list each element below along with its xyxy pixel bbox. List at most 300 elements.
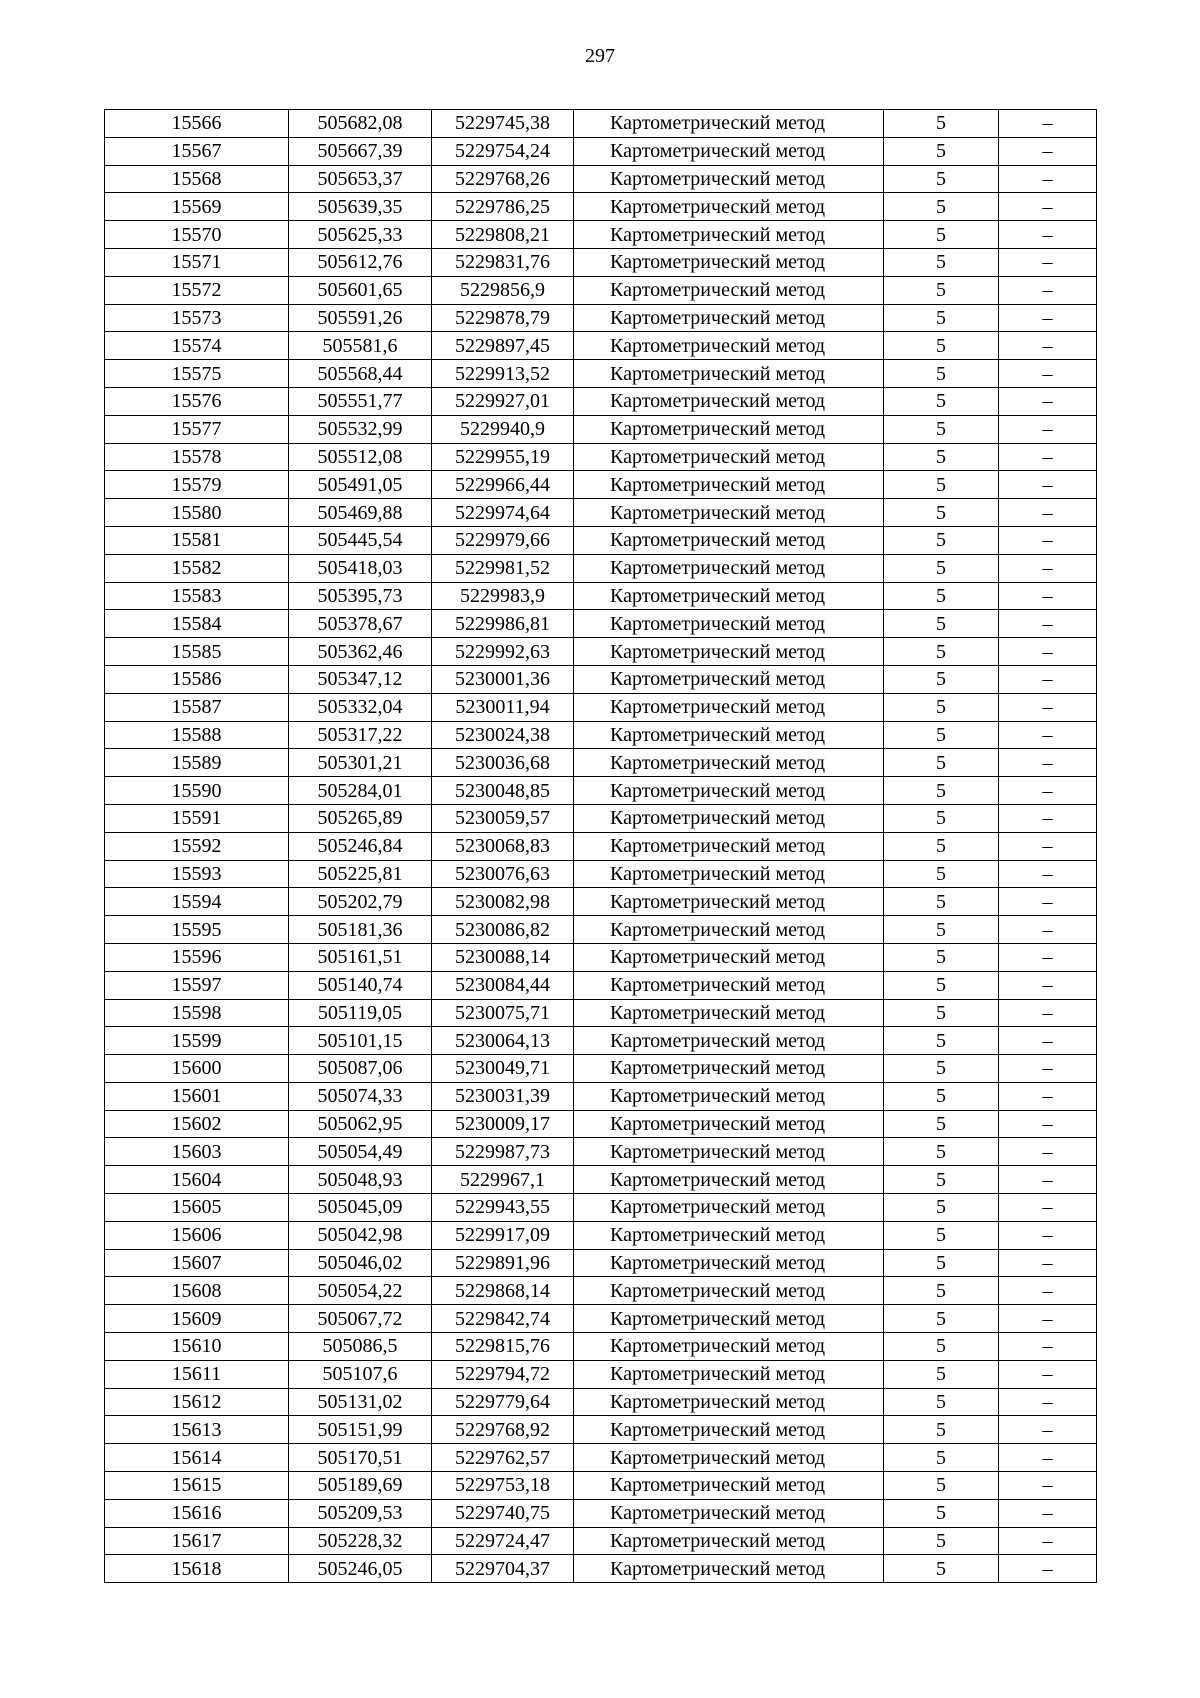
point-number-cell: 15600 xyxy=(105,1055,289,1083)
table-row xyxy=(105,971,1097,999)
table-row xyxy=(105,1499,1097,1527)
x-coordinate-cell: 505601,65 xyxy=(289,276,432,304)
accuracy-cell: 5 xyxy=(884,749,999,777)
x-coordinate-cell: 505189,69 xyxy=(289,1472,432,1500)
y-coordinate-cell: 5229768,26 xyxy=(432,165,574,193)
table-row xyxy=(105,749,1097,777)
table-row xyxy=(105,832,1097,860)
y-coordinate-cell: 5229786,25 xyxy=(432,193,574,221)
method-cell: Картометрический метод xyxy=(574,1360,884,1388)
x-coordinate-cell: 505202,79 xyxy=(289,888,432,916)
y-coordinate-cell: 5229794,72 xyxy=(432,1360,574,1388)
method-cell: Картометрический метод xyxy=(574,1138,884,1166)
method-cell: Картометрический метод xyxy=(574,193,884,221)
y-coordinate-cell: 5229966,44 xyxy=(432,471,574,499)
table-row xyxy=(105,165,1097,193)
method-cell: Картометрический метод xyxy=(574,665,884,693)
method-cell: Картометрический метод xyxy=(574,1333,884,1361)
x-coordinate-cell: 505591,26 xyxy=(289,304,432,332)
x-coordinate-cell: 505418,03 xyxy=(289,554,432,582)
method-cell: Картометрический метод xyxy=(574,248,884,276)
y-coordinate-cell: 5229992,63 xyxy=(432,638,574,666)
accuracy-cell: 5 xyxy=(884,999,999,1027)
method-cell: Картометрический метод xyxy=(574,999,884,1027)
method-cell: Картометрический метод xyxy=(574,1416,884,1444)
point-number-cell: 15580 xyxy=(105,499,289,527)
point-number-cell: 15576 xyxy=(105,387,289,415)
method-cell: Картометрический метод xyxy=(574,165,884,193)
method-cell: Картометрический метод xyxy=(574,721,884,749)
x-coordinate-cell: 505265,89 xyxy=(289,804,432,832)
point-number-cell: 15579 xyxy=(105,471,289,499)
note-cell: – xyxy=(999,332,1097,360)
note-cell: – xyxy=(999,582,1097,610)
note-cell: – xyxy=(999,1221,1097,1249)
x-coordinate-cell: 505048,93 xyxy=(289,1166,432,1194)
accuracy-cell: 5 xyxy=(884,304,999,332)
point-number-cell: 15607 xyxy=(105,1249,289,1277)
x-coordinate-cell: 505317,22 xyxy=(289,721,432,749)
point-number-cell: 15578 xyxy=(105,443,289,471)
point-number-cell: 15610 xyxy=(105,1333,289,1361)
method-cell: Картометрический метод xyxy=(574,638,884,666)
table-row xyxy=(105,1277,1097,1305)
x-coordinate-cell: 505074,33 xyxy=(289,1082,432,1110)
y-coordinate-cell: 5229891,96 xyxy=(432,1249,574,1277)
method-cell: Картометрический метод xyxy=(574,1388,884,1416)
point-number-cell: 15591 xyxy=(105,804,289,832)
y-coordinate-cell: 5229943,55 xyxy=(432,1194,574,1222)
point-number-cell: 15598 xyxy=(105,999,289,1027)
note-cell: – xyxy=(999,137,1097,165)
table-row xyxy=(105,1221,1097,1249)
x-coordinate-cell: 505284,01 xyxy=(289,777,432,805)
table-row xyxy=(105,360,1097,388)
table-row xyxy=(105,1388,1097,1416)
x-coordinate-cell: 505170,51 xyxy=(289,1444,432,1472)
note-cell: – xyxy=(999,471,1097,499)
accuracy-cell: 5 xyxy=(884,971,999,999)
x-coordinate-cell: 505469,88 xyxy=(289,499,432,527)
x-coordinate-cell: 505225,81 xyxy=(289,860,432,888)
table-row xyxy=(105,221,1097,249)
accuracy-cell: 5 xyxy=(884,332,999,360)
method-cell: Картометрический метод xyxy=(574,332,884,360)
accuracy-cell: 5 xyxy=(884,1277,999,1305)
method-cell: Картометрический метод xyxy=(574,387,884,415)
x-coordinate-cell: 505347,12 xyxy=(289,665,432,693)
y-coordinate-cell: 5229917,09 xyxy=(432,1221,574,1249)
note-cell: – xyxy=(999,665,1097,693)
point-number-cell: 15608 xyxy=(105,1277,289,1305)
accuracy-cell: 5 xyxy=(884,276,999,304)
accuracy-cell: 5 xyxy=(884,638,999,666)
method-cell: Картометрический метод xyxy=(574,304,884,332)
table-row xyxy=(105,1249,1097,1277)
method-cell: Картометрический метод xyxy=(574,971,884,999)
note-cell: – xyxy=(999,1277,1097,1305)
method-cell: Картометрический метод xyxy=(574,888,884,916)
accuracy-cell: 5 xyxy=(884,943,999,971)
table-row xyxy=(105,1305,1097,1333)
point-number-cell: 15575 xyxy=(105,360,289,388)
accuracy-cell: 5 xyxy=(884,1082,999,1110)
note-cell: – xyxy=(999,1472,1097,1500)
table-row xyxy=(105,1416,1097,1444)
table-row xyxy=(105,1444,1097,1472)
point-number-cell: 15577 xyxy=(105,415,289,443)
y-coordinate-cell: 5230086,82 xyxy=(432,916,574,944)
note-cell: – xyxy=(999,638,1097,666)
note-cell: – xyxy=(999,499,1097,527)
accuracy-cell: 5 xyxy=(884,860,999,888)
table-row xyxy=(105,248,1097,276)
accuracy-cell: 5 xyxy=(884,1333,999,1361)
note-cell: – xyxy=(999,749,1097,777)
x-coordinate-cell: 505054,49 xyxy=(289,1138,432,1166)
accuracy-cell: 5 xyxy=(884,1555,999,1583)
y-coordinate-cell: 5229831,76 xyxy=(432,248,574,276)
x-coordinate-cell: 505107,6 xyxy=(289,1360,432,1388)
accuracy-cell: 5 xyxy=(884,526,999,554)
accuracy-cell: 5 xyxy=(884,804,999,832)
note-cell: – xyxy=(999,360,1097,388)
method-cell: Картометрический метод xyxy=(574,943,884,971)
method-cell: Картометрический метод xyxy=(574,693,884,721)
point-number-cell: 15571 xyxy=(105,248,289,276)
point-number-cell: 15595 xyxy=(105,916,289,944)
x-coordinate-cell: 505046,02 xyxy=(289,1249,432,1277)
table-row xyxy=(105,638,1097,666)
point-number-cell: 15574 xyxy=(105,332,289,360)
y-coordinate-cell: 5230036,68 xyxy=(432,749,574,777)
y-coordinate-cell: 5229868,14 xyxy=(432,1277,574,1305)
point-number-cell: 15569 xyxy=(105,193,289,221)
table-row xyxy=(105,1527,1097,1555)
table-row xyxy=(105,387,1097,415)
accuracy-cell: 5 xyxy=(884,693,999,721)
table-row xyxy=(105,332,1097,360)
method-cell: Картометрический метод xyxy=(574,1305,884,1333)
accuracy-cell: 5 xyxy=(884,221,999,249)
x-coordinate-cell: 505181,36 xyxy=(289,916,432,944)
point-number-cell: 15582 xyxy=(105,554,289,582)
method-cell: Картометрический метод xyxy=(574,1472,884,1500)
accuracy-cell: 5 xyxy=(884,499,999,527)
x-coordinate-cell: 505639,35 xyxy=(289,193,432,221)
point-number-cell: 15599 xyxy=(105,1027,289,1055)
note-cell: – xyxy=(999,304,1097,332)
table-row xyxy=(105,276,1097,304)
accuracy-cell: 5 xyxy=(884,415,999,443)
coordinates-table xyxy=(104,109,1097,1583)
point-number-cell: 15568 xyxy=(105,165,289,193)
point-number-cell: 15597 xyxy=(105,971,289,999)
method-cell: Картометрический метод xyxy=(574,777,884,805)
x-coordinate-cell: 505054,22 xyxy=(289,1277,432,1305)
note-cell: – xyxy=(999,1305,1097,1333)
x-coordinate-cell: 505246,84 xyxy=(289,832,432,860)
y-coordinate-cell: 5229955,19 xyxy=(432,443,574,471)
point-number-cell: 15581 xyxy=(105,526,289,554)
point-number-cell: 15609 xyxy=(105,1305,289,1333)
accuracy-cell: 5 xyxy=(884,443,999,471)
table-row xyxy=(105,443,1097,471)
note-cell: – xyxy=(999,1388,1097,1416)
method-cell: Картометрический метод xyxy=(574,415,884,443)
note-cell: – xyxy=(999,1333,1097,1361)
method-cell: Картометрический метод xyxy=(574,916,884,944)
table-row xyxy=(105,916,1097,944)
point-number-cell: 15602 xyxy=(105,1110,289,1138)
method-cell: Картометрический метод xyxy=(574,110,884,138)
accuracy-cell: 5 xyxy=(884,1166,999,1194)
accuracy-cell: 5 xyxy=(884,1055,999,1083)
method-cell: Картометрический метод xyxy=(574,137,884,165)
note-cell: – xyxy=(999,832,1097,860)
y-coordinate-cell: 5230082,98 xyxy=(432,888,574,916)
note-cell: – xyxy=(999,526,1097,554)
accuracy-cell: 5 xyxy=(884,1388,999,1416)
method-cell: Картометрический метод xyxy=(574,526,884,554)
note-cell: – xyxy=(999,943,1097,971)
table-row xyxy=(105,860,1097,888)
y-coordinate-cell: 5230001,36 xyxy=(432,665,574,693)
y-coordinate-cell: 5230049,71 xyxy=(432,1055,574,1083)
y-coordinate-cell: 5230011,94 xyxy=(432,693,574,721)
note-cell: – xyxy=(999,971,1097,999)
x-coordinate-cell: 505151,99 xyxy=(289,1416,432,1444)
point-number-cell: 15606 xyxy=(105,1221,289,1249)
table-row xyxy=(105,721,1097,749)
x-coordinate-cell: 505042,98 xyxy=(289,1221,432,1249)
table-row xyxy=(105,888,1097,916)
y-coordinate-cell: 5229897,45 xyxy=(432,332,574,360)
point-number-cell: 15617 xyxy=(105,1527,289,1555)
method-cell: Картометрический метод xyxy=(574,221,884,249)
method-cell: Картометрический метод xyxy=(574,499,884,527)
method-cell: Картометрический метод xyxy=(574,1527,884,1555)
table-row xyxy=(105,110,1097,138)
point-number-cell: 15587 xyxy=(105,693,289,721)
method-cell: Картометрический метод xyxy=(574,1249,884,1277)
table-row xyxy=(105,1360,1097,1388)
x-coordinate-cell: 505667,39 xyxy=(289,137,432,165)
note-cell: – xyxy=(999,721,1097,749)
x-coordinate-cell: 505062,95 xyxy=(289,1110,432,1138)
table-row xyxy=(105,943,1097,971)
point-number-cell: 15594 xyxy=(105,888,289,916)
note-cell: – xyxy=(999,1138,1097,1166)
method-cell: Картометрический метод xyxy=(574,804,884,832)
accuracy-cell: 5 xyxy=(884,360,999,388)
note-cell: – xyxy=(999,110,1097,138)
accuracy-cell: 5 xyxy=(884,1527,999,1555)
y-coordinate-cell: 5229927,01 xyxy=(432,387,574,415)
x-coordinate-cell: 505491,05 xyxy=(289,471,432,499)
y-coordinate-cell: 5229745,38 xyxy=(432,110,574,138)
x-coordinate-cell: 505568,44 xyxy=(289,360,432,388)
y-coordinate-cell: 5230088,14 xyxy=(432,943,574,971)
method-cell: Картометрический метод xyxy=(574,1221,884,1249)
table-row xyxy=(105,665,1097,693)
note-cell: – xyxy=(999,777,1097,805)
note-cell: – xyxy=(999,554,1097,582)
y-coordinate-cell: 5230084,44 xyxy=(432,971,574,999)
point-number-cell: 15572 xyxy=(105,276,289,304)
note-cell: – xyxy=(999,1527,1097,1555)
point-number-cell: 15584 xyxy=(105,610,289,638)
accuracy-cell: 5 xyxy=(884,1416,999,1444)
accuracy-cell: 5 xyxy=(884,1444,999,1472)
y-coordinate-cell: 5229981,52 xyxy=(432,554,574,582)
table-row xyxy=(105,1055,1097,1083)
table-row xyxy=(105,526,1097,554)
method-cell: Картометрический метод xyxy=(574,1555,884,1583)
method-cell: Картометрический метод xyxy=(574,1110,884,1138)
note-cell: – xyxy=(999,1166,1097,1194)
x-coordinate-cell: 505395,73 xyxy=(289,582,432,610)
table-row xyxy=(105,693,1097,721)
accuracy-cell: 5 xyxy=(884,1138,999,1166)
table-row xyxy=(105,1194,1097,1222)
accuracy-cell: 5 xyxy=(884,1221,999,1249)
note-cell: – xyxy=(999,1416,1097,1444)
accuracy-cell: 5 xyxy=(884,1110,999,1138)
method-cell: Картометрический метод xyxy=(574,1499,884,1527)
table-row xyxy=(105,804,1097,832)
note-cell: – xyxy=(999,610,1097,638)
x-coordinate-cell: 505301,21 xyxy=(289,749,432,777)
accuracy-cell: 5 xyxy=(884,248,999,276)
table-row xyxy=(105,1082,1097,1110)
y-coordinate-cell: 5229842,74 xyxy=(432,1305,574,1333)
note-cell: – xyxy=(999,165,1097,193)
note-cell: – xyxy=(999,1082,1097,1110)
x-coordinate-cell: 505086,5 xyxy=(289,1333,432,1361)
coordinates-table-body xyxy=(105,110,1097,1583)
y-coordinate-cell: 5229762,57 xyxy=(432,1444,574,1472)
point-number-cell: 15590 xyxy=(105,777,289,805)
accuracy-cell: 5 xyxy=(884,1360,999,1388)
point-number-cell: 15573 xyxy=(105,304,289,332)
y-coordinate-cell: 5230009,17 xyxy=(432,1110,574,1138)
method-cell: Картометрический метод xyxy=(574,1194,884,1222)
point-number-cell: 15618 xyxy=(105,1555,289,1583)
point-number-cell: 15615 xyxy=(105,1472,289,1500)
x-coordinate-cell: 505625,33 xyxy=(289,221,432,249)
accuracy-cell: 5 xyxy=(884,832,999,860)
point-number-cell: 15583 xyxy=(105,582,289,610)
accuracy-cell: 5 xyxy=(884,665,999,693)
point-number-cell: 15586 xyxy=(105,665,289,693)
point-number-cell: 15604 xyxy=(105,1166,289,1194)
y-coordinate-cell: 5230064,13 xyxy=(432,1027,574,1055)
method-cell: Картометрический метод xyxy=(574,443,884,471)
point-number-cell: 15566 xyxy=(105,110,289,138)
table-row xyxy=(105,471,1097,499)
y-coordinate-cell: 5230031,39 xyxy=(432,1082,574,1110)
y-coordinate-cell: 5229779,64 xyxy=(432,1388,574,1416)
x-coordinate-cell: 505612,76 xyxy=(289,248,432,276)
point-number-cell: 15570 xyxy=(105,221,289,249)
table-row xyxy=(105,554,1097,582)
x-coordinate-cell: 505332,04 xyxy=(289,693,432,721)
x-coordinate-cell: 505209,53 xyxy=(289,1499,432,1527)
y-coordinate-cell: 5229754,24 xyxy=(432,137,574,165)
y-coordinate-cell: 5229740,75 xyxy=(432,1499,574,1527)
x-coordinate-cell: 505101,15 xyxy=(289,1027,432,1055)
point-number-cell: 15603 xyxy=(105,1138,289,1166)
accuracy-cell: 5 xyxy=(884,1472,999,1500)
x-coordinate-cell: 505362,46 xyxy=(289,638,432,666)
accuracy-cell: 5 xyxy=(884,1194,999,1222)
y-coordinate-cell: 5229808,21 xyxy=(432,221,574,249)
y-coordinate-cell: 5229753,18 xyxy=(432,1472,574,1500)
table-row xyxy=(105,582,1097,610)
note-cell: – xyxy=(999,193,1097,221)
y-coordinate-cell: 5229974,64 xyxy=(432,499,574,527)
y-coordinate-cell: 5229704,37 xyxy=(432,1555,574,1583)
x-coordinate-cell: 505087,06 xyxy=(289,1055,432,1083)
point-number-cell: 15593 xyxy=(105,860,289,888)
accuracy-cell: 5 xyxy=(884,888,999,916)
table-row xyxy=(105,1027,1097,1055)
accuracy-cell: 5 xyxy=(884,1249,999,1277)
note-cell: – xyxy=(999,916,1097,944)
accuracy-cell: 5 xyxy=(884,471,999,499)
y-coordinate-cell: 5229979,66 xyxy=(432,526,574,554)
note-cell: – xyxy=(999,1055,1097,1083)
table-row xyxy=(105,499,1097,527)
note-cell: – xyxy=(999,1249,1097,1277)
table-row xyxy=(105,415,1097,443)
y-coordinate-cell: 5229940,9 xyxy=(432,415,574,443)
accuracy-cell: 5 xyxy=(884,165,999,193)
note-cell: – xyxy=(999,888,1097,916)
method-cell: Картометрический метод xyxy=(574,1082,884,1110)
method-cell: Картометрический метод xyxy=(574,860,884,888)
x-coordinate-cell: 505512,08 xyxy=(289,443,432,471)
method-cell: Картометрический метод xyxy=(574,471,884,499)
y-coordinate-cell: 5229724,47 xyxy=(432,1527,574,1555)
accuracy-cell: 5 xyxy=(884,1305,999,1333)
table-row xyxy=(105,777,1097,805)
table-row xyxy=(105,304,1097,332)
x-coordinate-cell: 505581,6 xyxy=(289,332,432,360)
note-cell: – xyxy=(999,693,1097,721)
table-row xyxy=(105,137,1097,165)
x-coordinate-cell: 505161,51 xyxy=(289,943,432,971)
x-coordinate-cell: 505653,37 xyxy=(289,165,432,193)
accuracy-cell: 5 xyxy=(884,554,999,582)
accuracy-cell: 5 xyxy=(884,387,999,415)
y-coordinate-cell: 5229983,9 xyxy=(432,582,574,610)
y-coordinate-cell: 5230075,71 xyxy=(432,999,574,1027)
y-coordinate-cell: 5230024,38 xyxy=(432,721,574,749)
point-number-cell: 15605 xyxy=(105,1194,289,1222)
x-coordinate-cell: 505131,02 xyxy=(289,1388,432,1416)
point-number-cell: 15612 xyxy=(105,1388,289,1416)
method-cell: Картометрический метод xyxy=(574,1027,884,1055)
note-cell: – xyxy=(999,1444,1097,1472)
y-coordinate-cell: 5229987,73 xyxy=(432,1138,574,1166)
y-coordinate-cell: 5229815,76 xyxy=(432,1333,574,1361)
x-coordinate-cell: 505119,05 xyxy=(289,999,432,1027)
y-coordinate-cell: 5229913,52 xyxy=(432,360,574,388)
x-coordinate-cell: 505532,99 xyxy=(289,415,432,443)
accuracy-cell: 5 xyxy=(884,110,999,138)
